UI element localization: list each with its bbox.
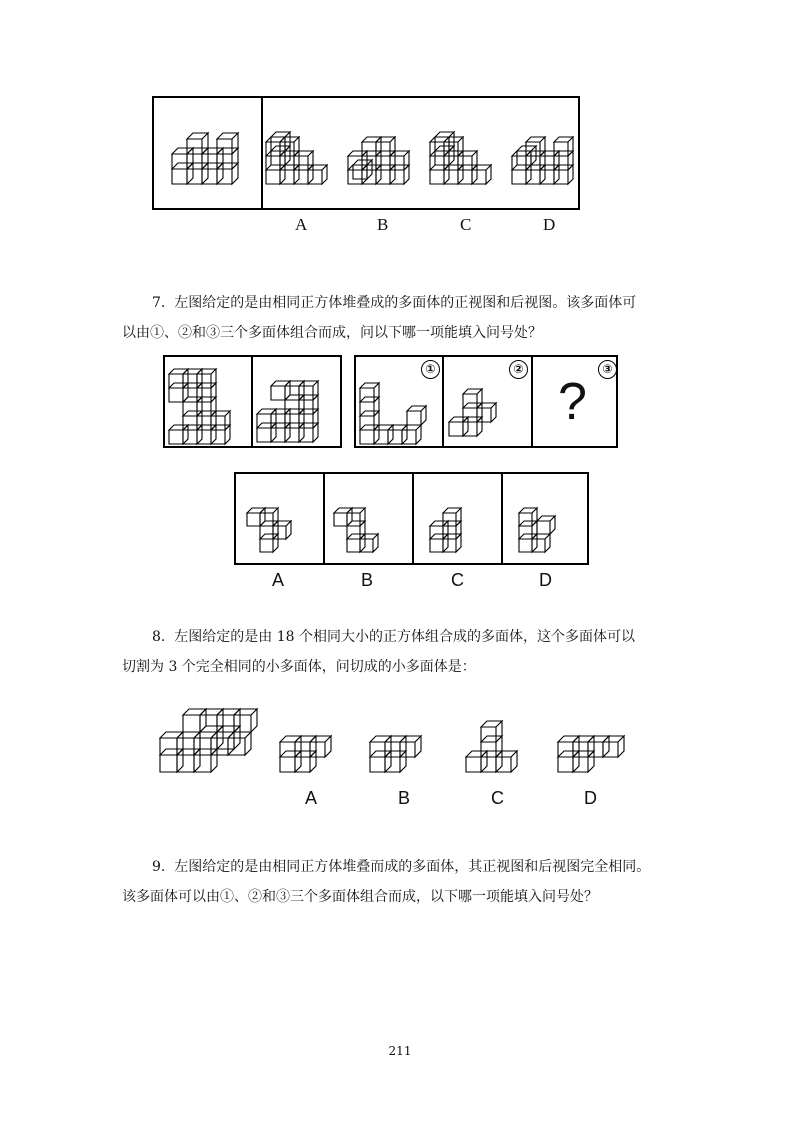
page-number: 211 (388, 1044, 412, 1058)
q7-stem-line-2: 以由①、②和③三个多面体组合而成，问以下哪一项能填入问号处？ (122, 325, 542, 341)
q6-option-c-figure (428, 118, 502, 188)
q8-option-a-figure (278, 720, 350, 774)
q6-figure-divider (261, 96, 263, 210)
q7-stem-line-1: 左图给定的是由相同正方体堆叠成的多面体的正视图和后视图。该多面体可 (174, 295, 637, 311)
q7-option-b-label[interactable]: B (361, 570, 374, 590)
q6-option-a-label[interactable]: A (295, 215, 308, 234)
q8-option-a-label[interactable]: A (305, 788, 318, 808)
q9-stem-line-2: 该多面体可以由①、②和③三个多面体组合而成，以下哪一项能填入问号处？ (122, 889, 598, 905)
q9-question-text (122, 852, 722, 912)
q7-option-d-figure (517, 484, 587, 554)
q7-option-c-label[interactable]: C (451, 570, 464, 590)
q6-option-a-figure (264, 118, 338, 188)
q7-front-view-figure (167, 360, 251, 446)
q7-unknown-piece-mark: ? (558, 373, 587, 431)
q6-option-d-label[interactable]: D (543, 215, 556, 234)
q8-given-figure (158, 698, 270, 774)
q8-option-d-figure (556, 726, 628, 774)
q7-options-divider-1 (323, 472, 325, 565)
q9-line-1 (122, 852, 722, 882)
q8-option-b-label[interactable]: B (398, 788, 411, 808)
q7-pieces-divider-2 (531, 355, 533, 448)
q6-option-b-figure (346, 118, 420, 188)
q6-option-b-label[interactable]: B (377, 215, 389, 234)
q7-option-a-label[interactable]: A (272, 570, 285, 590)
q7-pieces-divider-1 (442, 355, 444, 448)
q7-piece-3-number: ③ (598, 360, 617, 379)
q8-option-c-label[interactable]: C (491, 788, 504, 808)
q7-options-divider-3 (501, 472, 503, 565)
q8-stem-line-1: 左图给定的是由 18 个相同大小的正方体组合成的多面体，这个多面体可以 (174, 629, 635, 645)
q8-number: 8. (152, 629, 166, 645)
q9-number: 9. (152, 859, 166, 875)
q8-stem-line-2: 切割为 3 个完全相同的小多面体，问切成的小多面体是： (122, 659, 476, 675)
q7-option-a-figure (245, 488, 315, 554)
q7-piece-1-number: ① (421, 360, 440, 379)
q8-line-1 (122, 622, 722, 652)
q6-option-d-figure (510, 118, 584, 188)
q8-question-text (122, 622, 722, 682)
q7-piece-2-figure (447, 370, 527, 440)
q7-options-divider-2 (412, 472, 414, 565)
q7-back-view-figure (255, 366, 339, 444)
q7-piece-2-number: ② (509, 360, 528, 379)
q7-option-b-figure (332, 488, 402, 554)
q9-stem-line-1: 左图给定的是由相同正方体堆叠而成的多面体，其正视图和后视图完全相同。 (174, 859, 651, 875)
q7-question-text (122, 288, 722, 348)
q8-option-b-figure (368, 726, 440, 774)
q7-option-d-label[interactable]: D (539, 570, 552, 590)
q6-option-c-label[interactable]: C (460, 215, 472, 234)
q7-option-c-figure (428, 484, 498, 554)
q7-views-divider (251, 355, 253, 448)
q7-number: 7. (152, 295, 166, 311)
q8-option-c-figure (464, 718, 536, 774)
cube-outline (407, 406, 426, 425)
q8-option-d-label[interactable]: D (584, 788, 597, 808)
q6-given-figure (170, 118, 250, 188)
q7-line-1 (122, 288, 722, 318)
cube-outline (537, 516, 555, 534)
